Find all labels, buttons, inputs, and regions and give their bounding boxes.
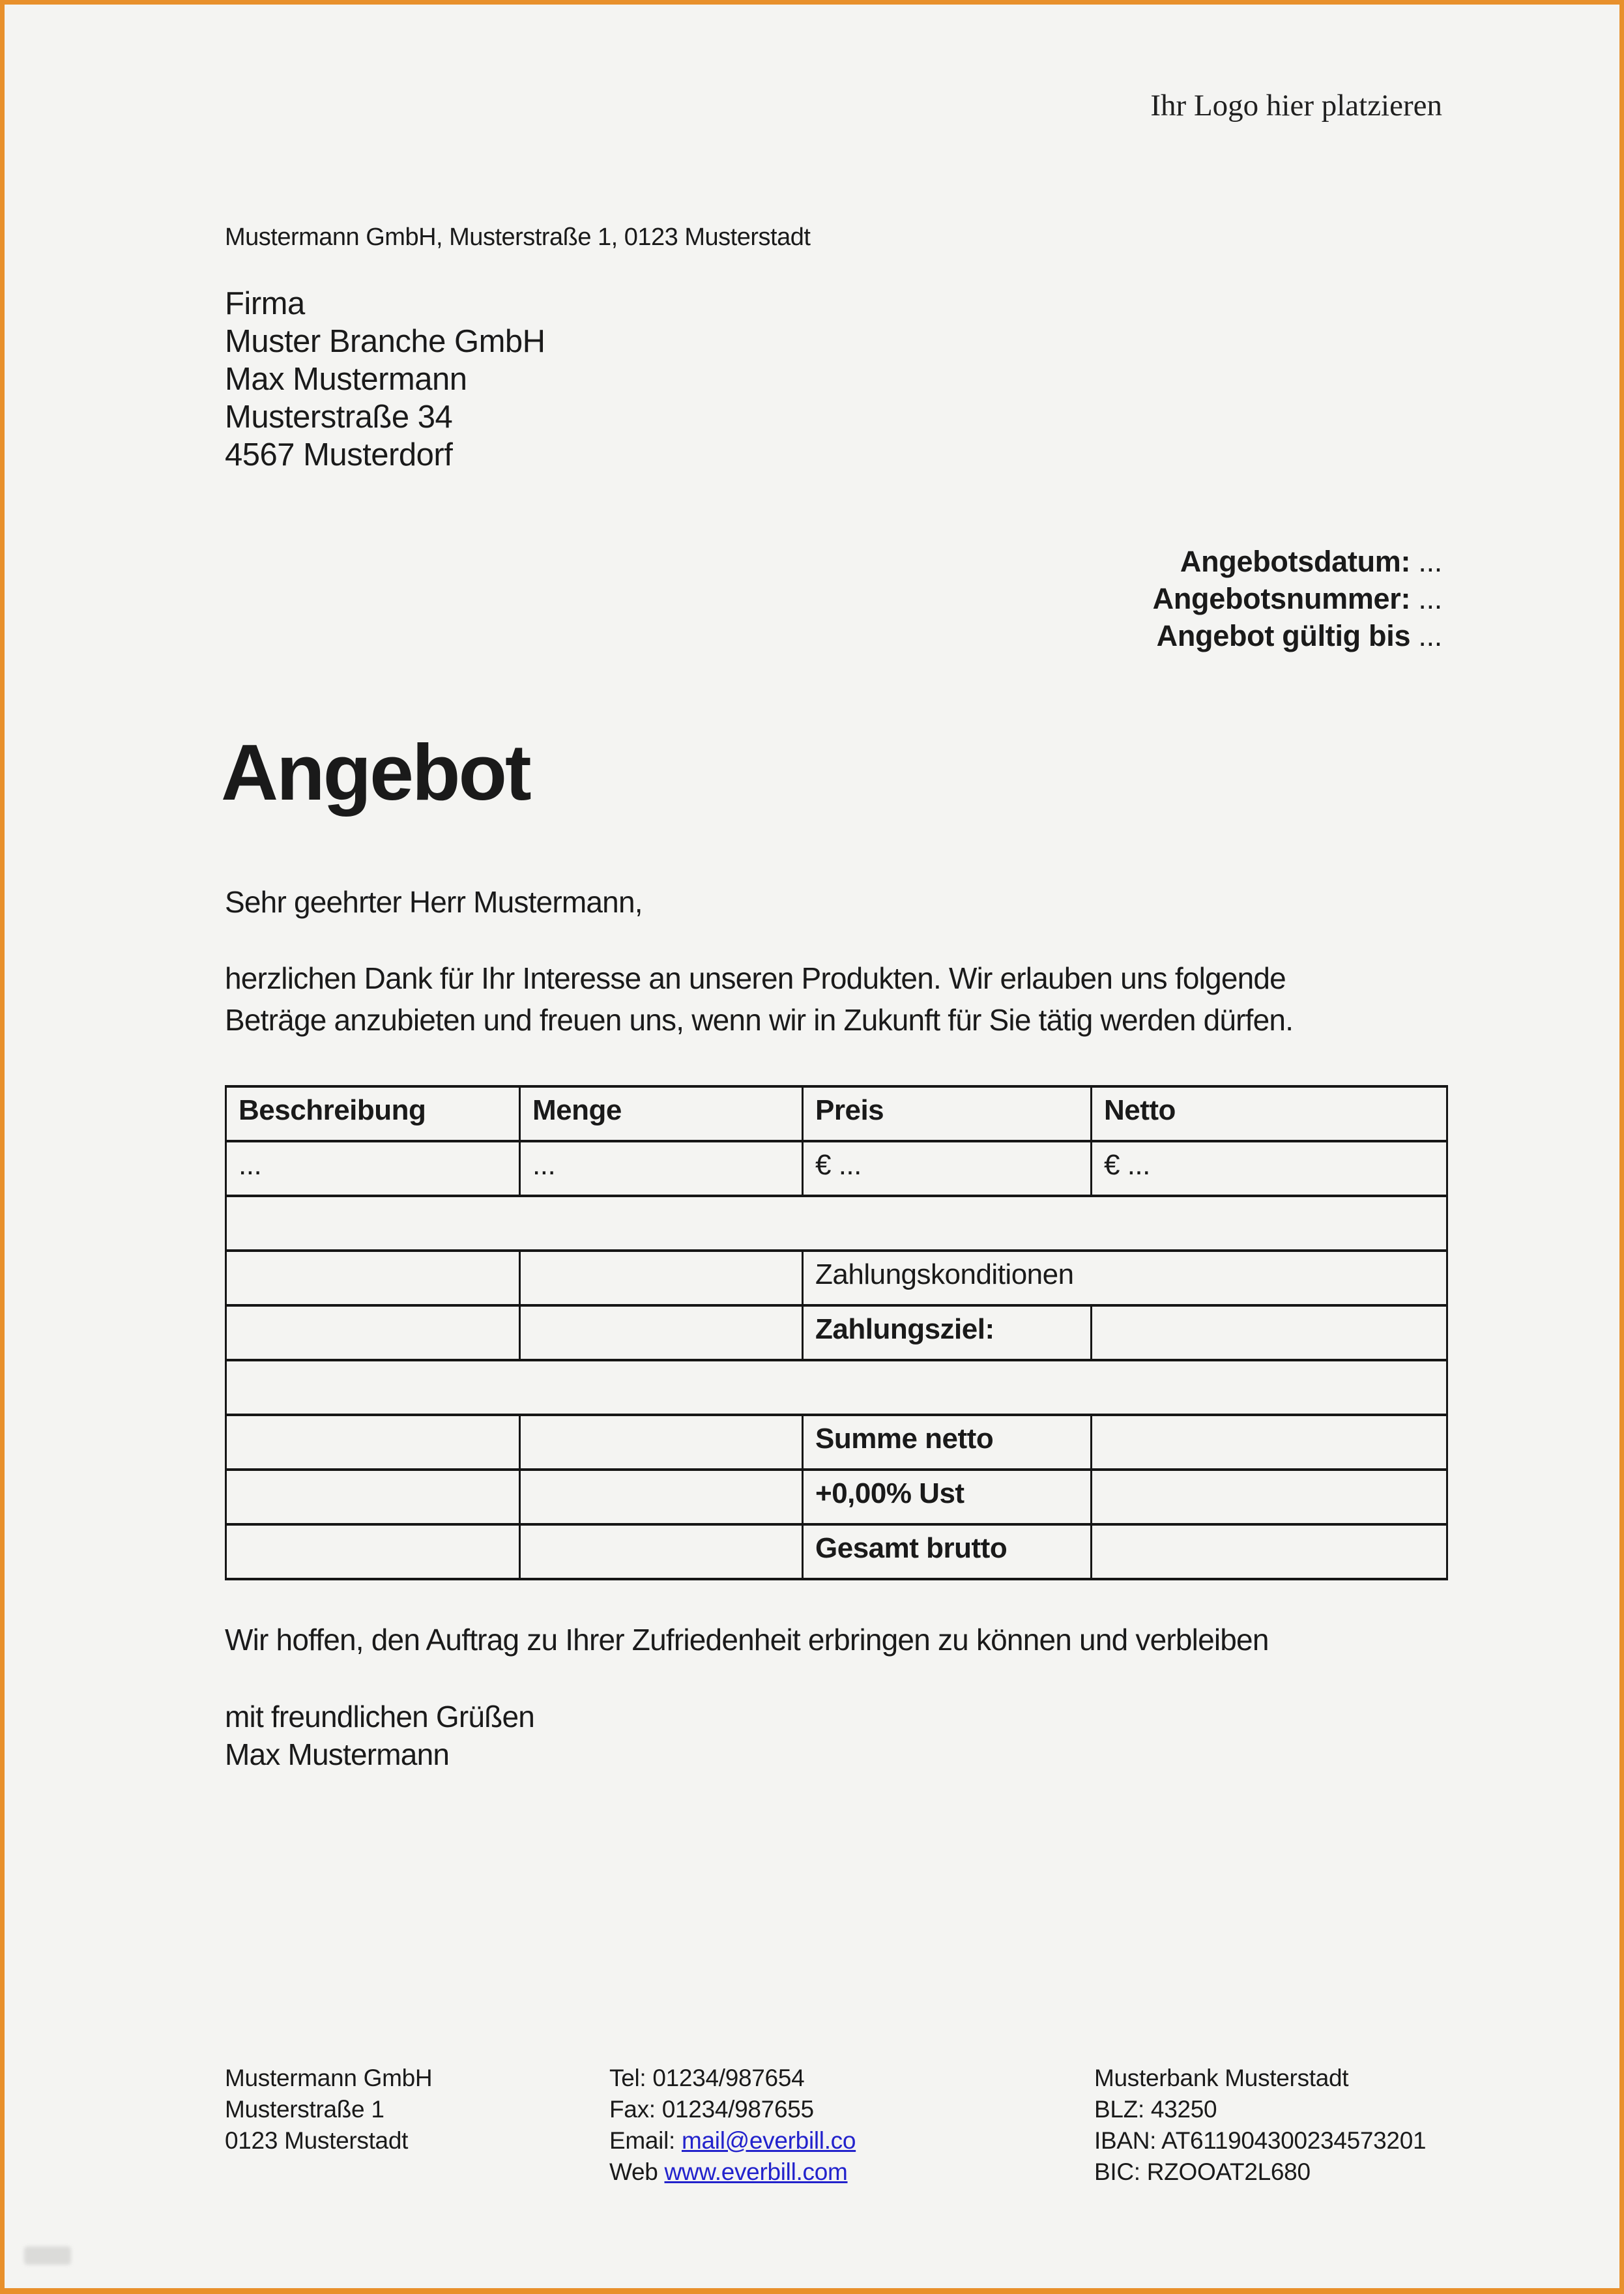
total-gross-row bbox=[226, 1524, 1447, 1579]
vat-label-cell: +0,00% Ust bbox=[803, 1470, 1092, 1524]
recipient-line-city: 4567 Musterdorf bbox=[225, 437, 453, 472]
payment-target-value-cell bbox=[1092, 1305, 1447, 1360]
sum-net-value-cell bbox=[1092, 1415, 1447, 1470]
logo-placeholder-text: Ihr Logo hier platzieren bbox=[1150, 89, 1442, 123]
footer-web-label: Web bbox=[609, 2158, 658, 2185]
offer-table bbox=[225, 1085, 1448, 1580]
footer-web-row bbox=[609, 2156, 856, 2188]
item-cell-description: ... bbox=[226, 1141, 520, 1196]
offer-valid-until-value: ... bbox=[1418, 619, 1442, 652]
empty-spacer-row bbox=[226, 1360, 1447, 1415]
footer-email-row bbox=[609, 2125, 856, 2156]
empty-cell bbox=[520, 1524, 803, 1579]
empty-cell bbox=[226, 1524, 520, 1579]
empty-cell bbox=[226, 1251, 520, 1305]
sum-net-row bbox=[226, 1415, 1447, 1470]
offer-date-label: Angebotsdatum: bbox=[1180, 545, 1411, 578]
empty-cell bbox=[520, 1305, 803, 1360]
offer-meta-block bbox=[1153, 543, 1442, 654]
header-cell-menge: Menge bbox=[520, 1086, 803, 1141]
sender-line: Mustermann GmbH, Musterstraße 1, 0123 Musterstadt bbox=[225, 224, 811, 251]
offer-valid-until-row bbox=[1153, 617, 1442, 654]
footer-city: 0123 Musterstadt bbox=[225, 2127, 409, 2154]
intro-line-1: herzlichen Dank für Ihr Interesse an unseren Produkten. Wir erlauben uns folgende bbox=[225, 961, 1286, 995]
empty-cell bbox=[226, 1470, 520, 1524]
payment-target-cell: Zahlungsziel: bbox=[803, 1305, 1092, 1360]
recipient-line-name: Max Mustermann bbox=[225, 362, 467, 397]
offer-number-value: ... bbox=[1418, 582, 1442, 615]
footer-bank-name: Musterbank Musterstadt bbox=[1094, 2065, 1349, 2091]
signoff-block bbox=[225, 1698, 534, 1773]
payment-terms-row bbox=[226, 1251, 1447, 1305]
offer-valid-until-label: Angebot gültig bis bbox=[1156, 619, 1411, 652]
empty-cell bbox=[520, 1251, 803, 1305]
salutation-line: Sehr geehrter Herr Mustermann, bbox=[225, 885, 643, 919]
recipient-line-company: Muster Branche GmbH bbox=[225, 324, 545, 359]
footer-bic: BIC: RZOOAT2L680 bbox=[1094, 2158, 1311, 2185]
payment-target-row bbox=[226, 1305, 1447, 1360]
offer-date-value: ... bbox=[1418, 545, 1442, 578]
header-cell-beschreibung: Beschreibung bbox=[226, 1086, 520, 1141]
closing-line: Wir hoffen, den Auftrag zu Ihrer Zufriedenheit erbringen zu können und verbleiben bbox=[225, 1623, 1269, 1657]
email-link[interactable]: mail@everbill.co bbox=[681, 2127, 856, 2154]
payment-terms-cell: Zahlungskonditionen bbox=[803, 1251, 1447, 1305]
empty-cell bbox=[226, 1415, 520, 1470]
item-row bbox=[226, 1141, 1447, 1196]
intro-line-2: Beträge anzubieten und freuen uns, wenn wir in Zukunft für Sie tätig werden dürfen. bbox=[225, 1003, 1294, 1037]
table-header-row bbox=[226, 1086, 1447, 1141]
vat-value-cell bbox=[1092, 1470, 1447, 1524]
signature-name: Max Mustermann bbox=[225, 1737, 450, 1771]
footer-street: Musterstraße 1 bbox=[225, 2096, 384, 2123]
web-link[interactable]: www.everbill.com bbox=[664, 2158, 848, 2185]
item-cell-net: € ... bbox=[1092, 1141, 1447, 1196]
total-gross-label-cell: Gesamt brutto bbox=[803, 1524, 1092, 1579]
offer-date-row bbox=[1153, 543, 1442, 580]
offer-number-row bbox=[1153, 580, 1442, 617]
empty-spacer-cell bbox=[226, 1360, 1447, 1415]
faint-watermark bbox=[24, 2246, 71, 2265]
vat-row bbox=[226, 1470, 1447, 1524]
footer-blz: BLZ: 43250 bbox=[1094, 2096, 1217, 2123]
recipient-line-street: Musterstraße 34 bbox=[225, 399, 453, 435]
footer-email-label: Email: bbox=[609, 2127, 675, 2154]
header-cell-netto: Netto bbox=[1092, 1086, 1447, 1141]
footer-tel: Tel: 01234/987654 bbox=[609, 2065, 805, 2091]
empty-cell bbox=[226, 1305, 520, 1360]
empty-spacer-row bbox=[226, 1196, 1447, 1251]
intro-paragraph bbox=[225, 957, 1293, 1041]
empty-cell bbox=[520, 1415, 803, 1470]
document-title: Angebot bbox=[221, 728, 530, 817]
footer-bank-column bbox=[1094, 2063, 1426, 2188]
footer-contact-column bbox=[609, 2063, 856, 2188]
sum-net-label-cell: Summe netto bbox=[803, 1415, 1092, 1470]
footer-address-column bbox=[225, 2063, 432, 2156]
recipient-address-block bbox=[225, 285, 545, 474]
item-cell-price: € ... bbox=[803, 1141, 1092, 1196]
recipient-line-firma: Firma bbox=[225, 286, 305, 321]
footer-iban: IBAN: AT611904300234573201 bbox=[1094, 2127, 1427, 2154]
footer-fax: Fax: 01234/987655 bbox=[609, 2096, 814, 2123]
footer-company: Mustermann GmbH bbox=[225, 2065, 433, 2091]
header-cell-preis: Preis bbox=[803, 1086, 1092, 1141]
greeting-line: mit freundlichen Grüßen bbox=[225, 1700, 535, 1734]
empty-cell bbox=[520, 1470, 803, 1524]
item-cell-quantity: ... bbox=[520, 1141, 803, 1196]
empty-spacer-cell bbox=[226, 1196, 1447, 1251]
offer-number-label: Angebotsnummer: bbox=[1152, 582, 1411, 615]
total-gross-value-cell bbox=[1092, 1524, 1447, 1579]
